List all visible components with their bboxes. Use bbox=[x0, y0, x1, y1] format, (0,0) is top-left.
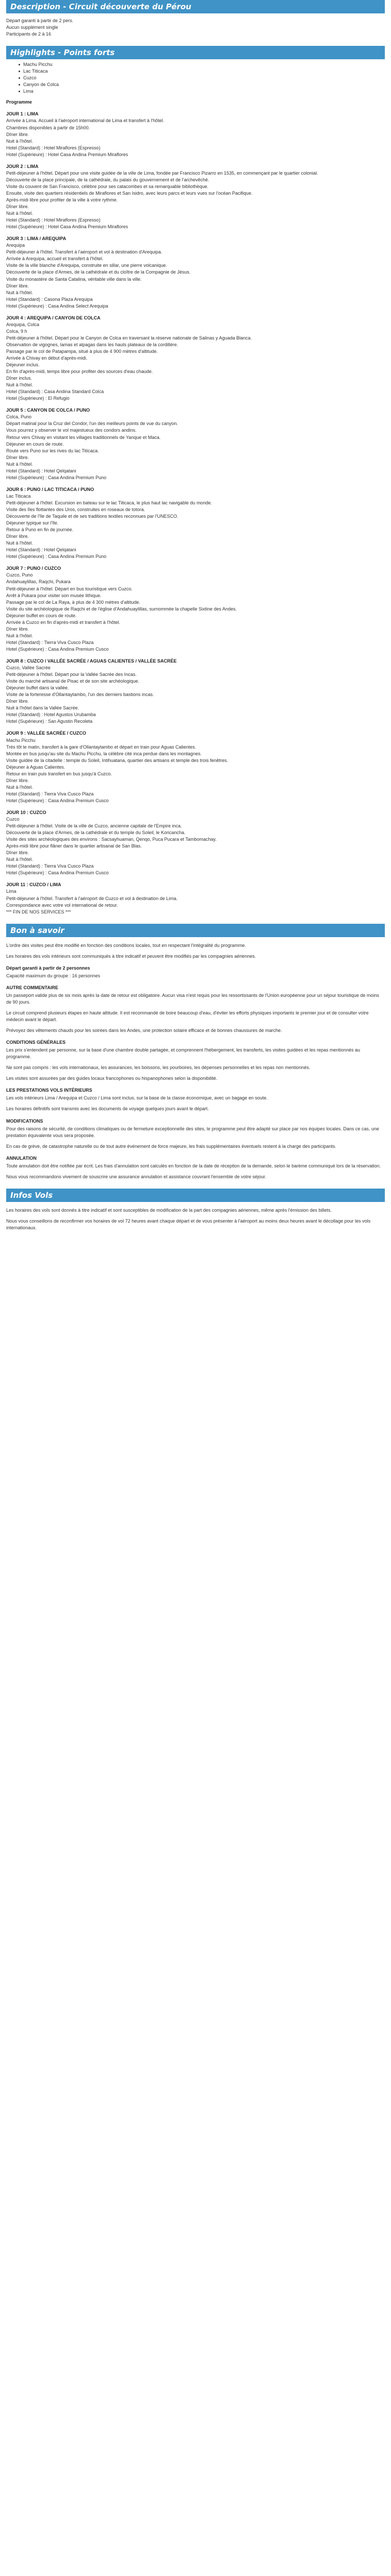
day-paragraph: Départ matinal pour la Cruz del Condor, l'un des meilleurs points de vue du canyon. bbox=[6, 421, 178, 427]
day-paragraph: Petit-déjeuner à l'hôtel. Départ en bus touristique vers Cuzco. bbox=[6, 586, 133, 591]
conditions-title: Bon à savoir bbox=[6, 924, 385, 937]
day-paragraph: Andahuaylillas, Raqchi, Pukara bbox=[6, 579, 71, 585]
highlights-list bbox=[6, 61, 385, 95]
lodging-line: Hotel (Standard) : Hotel Qelqatani bbox=[6, 547, 76, 553]
day-paragraph: Retour en train puis transfert en bus jusqu'à Cuzco. bbox=[6, 771, 112, 776]
day-paragraph: Cuzco, Vallée Sacrée bbox=[6, 665, 51, 671]
program-title: Programme bbox=[6, 99, 32, 105]
day-paragraph: Dîner libre. bbox=[6, 534, 29, 539]
day-paragraph: Machu Picchu bbox=[6, 737, 36, 743]
intro-line: Participants de 2 à 16 bbox=[6, 31, 52, 37]
day-title: JOUR 5 : CANYON DE COLCA / PUNO bbox=[6, 408, 90, 413]
condition-paragraph: Un passeport valide plus de six mois après la date de retour est obligatoire. Aucun visa n'est requis pour les ressortissants de l'Union européenne pour un séjour touristique de moins de 90 jours. bbox=[6, 992, 379, 1005]
program-days bbox=[6, 111, 385, 915]
day-paragraph: Visite des sites archéologiques des environs : Sacsayhuaman, Qenqo, Puca Pucara et Tambomachay. bbox=[6, 837, 217, 842]
day-block bbox=[6, 882, 385, 915]
day-paragraph: Nuit à l'hôtel dans la Vallée Sacrée. bbox=[6, 705, 79, 711]
day-block bbox=[6, 163, 385, 230]
highlight-item: Cuzco bbox=[19, 75, 385, 81]
condition-paragraph: Les prix s'entendent par personne, sur la base d'une chambre double partagée, et comprennent l'hébergement, les transferts, les visites guidées et les repas mentionnés au programme. bbox=[6, 1047, 361, 1060]
day-title: JOUR 10 : CUZCO bbox=[6, 809, 46, 815]
day-paragraph: Déjeuner buffet dans la vallée. bbox=[6, 685, 69, 691]
day-paragraph: Nuit à l'hôtel. bbox=[6, 784, 33, 790]
day-block bbox=[6, 730, 385, 804]
day-paragraph: Arequipa bbox=[6, 243, 25, 248]
day-paragraph: Lima bbox=[6, 889, 17, 894]
day-paragraph: Visite des îles flottantes des Uros, construites en roseaux de totora. bbox=[6, 507, 145, 512]
condition-paragraph: Pour des raisons de sécurité, de conditions climatiques ou de fermeture exceptionnelle des sites, le programme peut être adapté sur place par nos équipes locales. Dans ce cas, une prestation équivalente vous sera proposée. bbox=[6, 1126, 379, 1138]
day-paragraph: Cuzco bbox=[6, 817, 20, 822]
intro-line: Aucun supplément single bbox=[6, 25, 58, 30]
day-paragraph: Visite du couvent de San Francisco, célèbre pour ses catacombes et sa remarquable bibliothèque. bbox=[6, 183, 209, 189]
day-paragraph: Déjeuner inclus. bbox=[6, 362, 40, 368]
day-paragraph: Dîner libre. bbox=[6, 626, 29, 632]
day-block bbox=[6, 235, 385, 310]
intro-line: Départ garanti à partir de 2 pers. bbox=[6, 18, 74, 23]
day-paragraph: Nuit à l'hôtel. bbox=[6, 138, 33, 144]
lodging-line: Hotel (Standard) : Hotel Agustos Urubamba bbox=[6, 712, 96, 718]
day-paragraph: Colca, 9 h bbox=[6, 328, 27, 334]
lodging-line: Hotel (Standard) : Tierra Viva Cusco Plaza bbox=[6, 863, 94, 869]
condition-title: LES PRESTATIONS VOLS INTÉRIEURS bbox=[6, 1088, 92, 1093]
day-paragraph: Visite du monastère de Santa Catalina, véritable ville dans la ville. bbox=[6, 276, 142, 282]
day-paragraph: Nuit à l'hôtel. bbox=[6, 211, 33, 216]
day-paragraph: Petit-déjeuner à l'hôtel. Départ pour une visite guidée de la ville de Lima, fondée par Francisco Pizarro en 1535, en commençant par le quartier colonial. bbox=[6, 170, 318, 176]
day-title: JOUR 6 : PUNO / LAC TITICACA / PUNO bbox=[6, 486, 94, 492]
lodging-line: Hotel (Supérieure) : El Refugio bbox=[6, 396, 70, 401]
day-paragraph: Visite du marché artisanal de Pisac et de son site archéologique. bbox=[6, 679, 139, 684]
page-title: Description - Circuit découverte du Pérou bbox=[6, 0, 385, 13]
day-paragraph: Petit-déjeuner à l'hôtel. Visite de la ville de Cuzco, ancienne capitale de l'Empire inca. bbox=[6, 823, 182, 829]
day-paragraph: Déjeuner typique sur l'île. bbox=[6, 520, 59, 526]
day-paragraph: Arrivée à Chivay en début d'après-midi. bbox=[6, 355, 88, 361]
day-paragraph: Petit-déjeuner à l'hôtel. Départ pour le Canyon de Colca en traversant la réserve nationale de Salinas y Aguada Blanca. bbox=[6, 335, 252, 341]
day-paragraph: Après-midi libre pour profiter de la ville à votre rythme. bbox=[6, 197, 118, 202]
condition-paragraph: Capacité maximum du groupe : 16 personnes bbox=[6, 973, 101, 978]
day-paragraph: Déjeuner à Aguas Calientes. bbox=[6, 764, 66, 770]
day-paragraph: Ensuite, visite des quartiers résidentiels de Miraflores et San Isidro, avec leurs parcs et leurs vues sur l'océan Pacifique. bbox=[6, 190, 253, 196]
highlight-item: Machu Picchu bbox=[19, 61, 385, 68]
day-paragraph: Dîner libre. bbox=[6, 850, 29, 856]
day-paragraph: Montée en bus jusqu'au site du Machu Picchu, la célèbre cité inca perdue dans les montagnes. bbox=[6, 751, 202, 756]
day-paragraph: Dîner libre. bbox=[6, 454, 29, 460]
day-paragraph: Cuzco, Puno bbox=[6, 572, 33, 578]
day-paragraph: Passage par le col de Patapampa, situé à plus de 4 900 mètres d'altitude. bbox=[6, 348, 158, 354]
day-paragraph: Observation de vigognes, lamas et alpagas dans les hauts plateaux de la cordillère. bbox=[6, 342, 178, 347]
conditions-body bbox=[6, 942, 385, 1180]
condition-paragraph: Ne sont pas compris : les vols internationaux, les assurances, les boissons, les pourboires, les dépenses personnelles et les repas non mentionnés. bbox=[6, 1065, 311, 1071]
info-title: Infos Vols bbox=[6, 1189, 385, 1202]
lodging-line: Hotel (Supérieure) : Casa Andina Select Arequipa bbox=[6, 303, 108, 309]
condition-paragraph: Nous vous recommandons vivement de souscrire une assurance annulation et assistance couvrant l'ensemble de votre séjour. bbox=[6, 1174, 266, 1179]
day-paragraph: Visite du site archéologique de Raqchi et de l'église d'Andahuaylillas, surnommée la chapelle Sixtine des Andes. bbox=[6, 606, 237, 612]
day-paragraph: Découverte de la place d'Armes, de la cathédrale et du cloître de la Compagnie de Jésus. bbox=[6, 269, 191, 275]
day-paragraph: Dîner libre. bbox=[6, 283, 29, 289]
day-paragraph: Arrêt à Pukara pour visiter son musée lithique. bbox=[6, 592, 102, 598]
lodging-line: Hotel (Supérieure) : Casa Andina Premium Cusco bbox=[6, 870, 109, 876]
day-paragraph: Retour à Puno en fin de journée. bbox=[6, 527, 74, 533]
day-paragraph: Dîner libre. bbox=[6, 131, 29, 137]
day-block bbox=[6, 111, 385, 158]
day-block bbox=[6, 486, 385, 561]
day-paragraph: Petit-déjeuner à l'hôtel. Transfert à l'aéroport de Cuzco et vol à destination de Lima. bbox=[6, 895, 178, 901]
condition-paragraph: Toute annulation doit être notifiée par écrit. Les frais d'annulation sont calculés en fonction de la date de réception de la demande, selon le barème communiqué lors de la réservation. bbox=[6, 1163, 381, 1168]
lodging-line: Hotel (Supérieure) : Casa Andina Premium Puno bbox=[6, 474, 107, 480]
intro-block bbox=[6, 18, 385, 38]
day-paragraph: Dîner inclus. bbox=[6, 376, 32, 381]
day-paragraph: Découverte de l'île de Taquile et de ses traditions textiles reconnues par l'UNESCO. bbox=[6, 514, 178, 519]
condition-title: Départ garanti à partir de 2 personnes bbox=[6, 965, 90, 971]
day-paragraph: Dîner libre. bbox=[6, 204, 29, 210]
lodging-line: Hotel (Supérieure) : San Agustin Recoleta bbox=[6, 719, 93, 724]
highlight-item: Lima bbox=[19, 88, 385, 95]
day-paragraph: Retour vers Chivay en visitant les villages traditionnels de Yanque et Maca. bbox=[6, 434, 161, 440]
day-paragraph: Dîner libre. bbox=[6, 777, 29, 783]
day-paragraph: Découverte de la place principale, de la cathédrale, du palais du gouvernement et de l'archevêché. bbox=[6, 177, 209, 182]
info-body bbox=[6, 1207, 385, 1231]
condition-paragraph: En cas de grève, de catastrophe naturelle ou de tout autre événement de force majeure, les frais supplémentaires éventuels restent à la charge des participants. bbox=[6, 1143, 336, 1149]
day-paragraph: Chambres disponibles à partir de 15h00. bbox=[6, 125, 90, 130]
day-title: JOUR 8 : CUZCO / VALLÉE SACRÉE / AGUAS CALIENTES / VALLÉE SACRÉE bbox=[6, 658, 177, 664]
day-paragraph: Nuit à l'hôtel. bbox=[6, 290, 33, 295]
day-paragraph: Correspondance avec votre vol international de retour. bbox=[6, 902, 118, 908]
page bbox=[0, 0, 391, 1256]
lodging-line: Hotel (Standard) : Casa Andina Standard Colca bbox=[6, 389, 104, 395]
day-paragraph: Arrivée à Cuzco en fin d'après-midi et transfert à l'hôtel. bbox=[6, 619, 121, 625]
lodging-line: Hotel (Standard) : Tierra Viva Cusco Plaza bbox=[6, 791, 94, 796]
highlight-item: Canyon de Colca bbox=[19, 81, 385, 88]
condition-paragraph: Le circuit comprend plusieurs étapes en haute altitude. Il est recommandé de boire beaucoup d'eau, d'éviter les efforts physiques importants le premier jour et de consulter votre médecin avant le départ. bbox=[6, 1010, 369, 1023]
day-paragraph: Petit-déjeuner à l'hôtel. Départ pour la Vallée Sacrée des Incas. bbox=[6, 672, 137, 677]
lodging-line: Hotel (Standard) : Casona Plaza Arequipa bbox=[6, 296, 93, 302]
condition-paragraph: L'ordre des visites peut être modifié en fonction des conditions locales, tout en respectant l'intégralité du programme. bbox=[6, 942, 246, 948]
day-paragraph: Passage par le col de La Raya, à plus de 4 300 mètres d'altitude. bbox=[6, 599, 140, 605]
day-title: JOUR 3 : LIMA / AREQUIPA bbox=[6, 236, 67, 242]
condition-paragraph: Les vols intérieurs Lima / Arequipa et Cuzco / Lima sont inclus, sur la base de la classe économique, avec un bagage en soute. bbox=[6, 1095, 268, 1101]
day-paragraph: Après-midi libre pour flâner dans le quartier artisanal de San Blas. bbox=[6, 843, 142, 849]
lodging-line: Hotel (Supérieure) : Hotel Casa Andina Premium Miraflores bbox=[6, 224, 128, 230]
day-title: JOUR 4 : AREQUIPA / CANYON DE COLCA bbox=[6, 315, 101, 320]
day-paragraph: Vous pourrez y observer le vol majestueux des condors andins. bbox=[6, 428, 137, 433]
day-paragraph: Lac Titicaca bbox=[6, 493, 31, 499]
day-paragraph: Route vers Puno sur les rives du lac Titicaca. bbox=[6, 448, 99, 453]
day-paragraph: Colca, Puno bbox=[6, 414, 32, 420]
day-title: JOUR 2 : LIMA bbox=[6, 163, 39, 169]
day-title: JOUR 7 : PUNO / CUZCO bbox=[6, 566, 61, 571]
day-paragraph: *** FIN DE NOS SERVICES *** bbox=[6, 909, 71, 914]
condition-title: CONDITIONS GÉNÉRALES bbox=[6, 1040, 66, 1045]
info-paragraph: Les horaires des vols sont donnés à titre indicatif et sont susceptibles de modification de la part des compagnies aériennes, même après l'émission des billets. bbox=[6, 1207, 332, 1213]
day-paragraph: Nuit à l'hôtel. bbox=[6, 857, 33, 862]
condition-title: MODIFICATIONS bbox=[6, 1118, 43, 1124]
day-paragraph: Déjeuner buffet en cours de route. bbox=[6, 613, 77, 618]
lodging-line: Hotel (Standard) : Tierra Viva Cusco Plaza bbox=[6, 639, 94, 645]
day-block bbox=[6, 315, 385, 402]
condition-paragraph: Prévoyez des vêtements chauds pour les soirées dans les Andes, une protection solaire efficace et de bonnes chaussures de marche. bbox=[6, 1028, 282, 1033]
day-block bbox=[6, 658, 385, 725]
day-paragraph: Découverte de la place d'Armes, de la cathédrale et du temple du Soleil, le Koricancha. bbox=[6, 830, 186, 836]
day-block bbox=[6, 565, 385, 653]
day-block bbox=[6, 407, 385, 481]
day-paragraph: Nuit à l'hôtel. bbox=[6, 382, 33, 388]
highlight-item: Lac Titicaca bbox=[19, 68, 385, 75]
day-paragraph: Visite de la ville blanche d'Arequipa, construite en sillar, une pierre volcanique. bbox=[6, 263, 167, 268]
day-paragraph: Arequipa, Colca bbox=[6, 321, 40, 327]
highlights-title: Highlights - Points forts bbox=[6, 46, 385, 59]
lodging-line: Hotel (Standard) : Hotel Miraflores (Espresso) bbox=[6, 217, 101, 223]
day-paragraph: Dîner libre. bbox=[6, 699, 29, 704]
condition-paragraph: Les horaires définitifs sont transmis avec les documents de voyage quelques jours avant le départ. bbox=[6, 1106, 209, 1112]
lodging-line: Hotel (Standard) : Hotel Miraflores (Espresso) bbox=[6, 145, 101, 150]
day-paragraph: Nuit à l'hôtel. bbox=[6, 633, 33, 638]
condition-title: AUTRE COMMENTAIRE bbox=[6, 985, 58, 990]
day-paragraph: Nuit à l'hôtel. bbox=[6, 540, 33, 546]
day-paragraph: Visite guidée de la citadelle : temple du Soleil, Intihuatana, quartier des artisans et temple des trois fenêtres. bbox=[6, 757, 229, 763]
day-paragraph: Visite de la forteresse d'Ollantaytambo, l'un des derniers bastions incas. bbox=[6, 692, 154, 698]
day-paragraph: Petit-déjeuner à l'hôtel. Excursion en bateau sur le lac Titicaca, le plus haut lac navigable du monde. bbox=[6, 500, 212, 505]
lodging-line: Hotel (Supérieure) : Hotel Casa Andina Premium Miraflores bbox=[6, 151, 128, 157]
condition-paragraph: Les horaires des vols intérieurs sont communiqués à titre indicatif et peuvent être modifiés par les compagnies aériennes. bbox=[6, 953, 256, 959]
day-paragraph: Petit-déjeuner à l'hôtel. Transfert à l'aéroport et vol à destination d'Arequipa. bbox=[6, 249, 162, 255]
info-paragraph: Nous vous conseillons de reconfirmer vos horaires de vol 72 heures avant chaque départ et de vous présenter à l'aéroport au moins deux heures avant le décollage pour les vols internationaux. bbox=[6, 1218, 371, 1230]
lodging-line: Hotel (Standard) : Hotel Qelqatani bbox=[6, 468, 76, 473]
lodging-line: Hotel (Supérieure) : Casa Andina Premium Puno bbox=[6, 554, 107, 560]
day-title: JOUR 11 : CUZCO / LIMA bbox=[6, 882, 61, 888]
day-paragraph: Très tôt le matin, transfert à la gare d'Ollantaytambo et départ en train pour Aguas Calientes. bbox=[6, 744, 197, 750]
day-paragraph: Nuit à l'hôtel. bbox=[6, 461, 33, 467]
day-title: JOUR 9 : VALLÉE SACRÉE / CUZCO bbox=[6, 731, 86, 736]
day-paragraph: En fin d'après-midi, temps libre pour profiter des sources d'eau chaude. bbox=[6, 369, 153, 375]
day-paragraph: Arrivée à Lima. Accueil à l'aéroport international de Lima et transfert à l'hôtel. bbox=[6, 118, 165, 124]
day-paragraph: Arrivée à Arequipa, accueil et transfert à l'hôtel. bbox=[6, 256, 104, 262]
condition-title: ANNULATION bbox=[6, 1155, 37, 1161]
day-title: JOUR 1 : LIMA bbox=[6, 111, 39, 117]
lodging-line: Hotel (Supérieure) : Casa Andina Premium Cusco bbox=[6, 798, 109, 803]
condition-paragraph: Les visites sont assurées par des guides locaux francophones ou hispanophones selon la disponibilité. bbox=[6, 1076, 218, 1081]
day-paragraph: Déjeuner en cours de route. bbox=[6, 441, 64, 447]
day-block bbox=[6, 809, 385, 876]
lodging-line: Hotel (Supérieure) : Casa Andina Premium Cusco bbox=[6, 646, 109, 652]
